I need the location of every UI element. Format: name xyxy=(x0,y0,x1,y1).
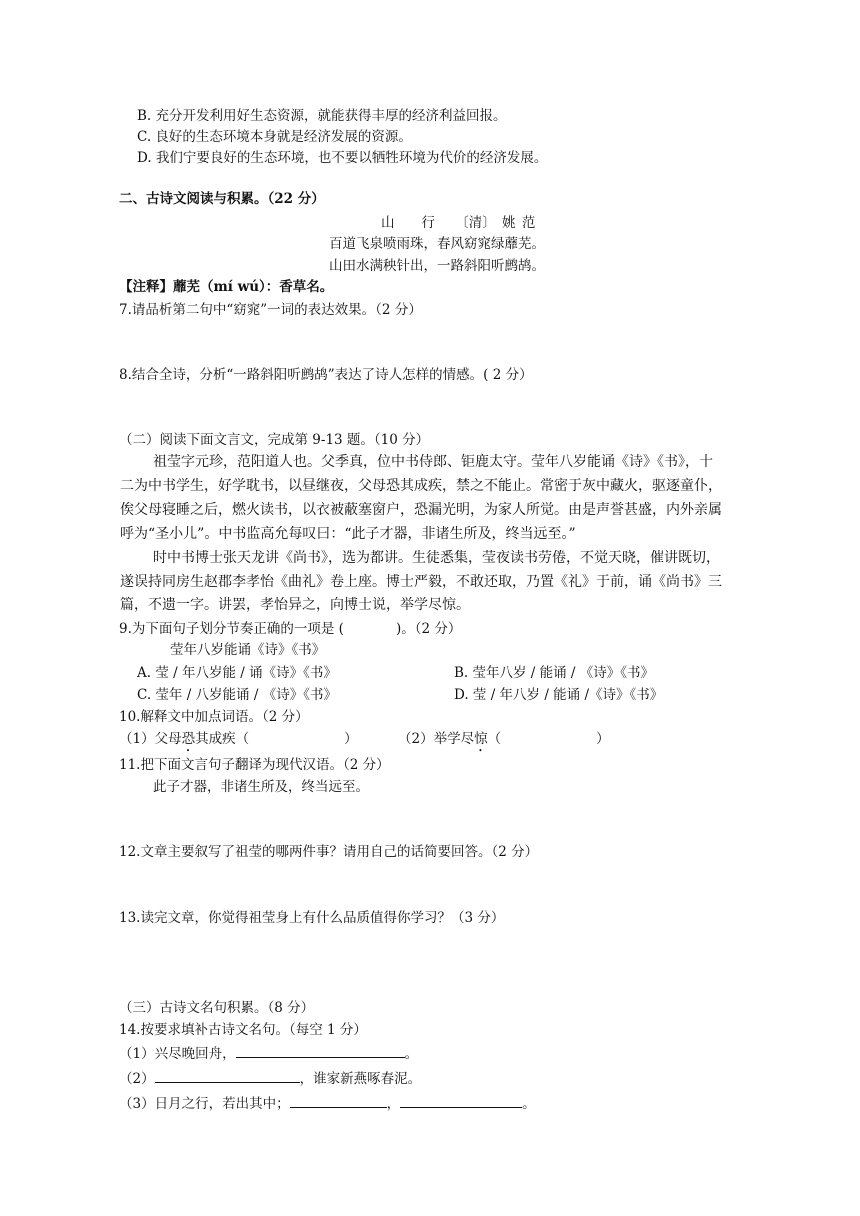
passage-line: 时中书博士张天龙讲《尚书》，选为都讲。生徒悉集，莹夜读书劳倦，不觉天晓，催讲既切， xyxy=(153,550,720,566)
item-text: ） xyxy=(344,731,358,747)
question-12: 12.文章主要叙写了祖莹的哪两件事？请用自己的话简要回答。（2 分） xyxy=(119,844,539,860)
question-10: 10.解释文中加点词语。（2 分） xyxy=(119,709,309,725)
fill-blank[interactable] xyxy=(155,1068,300,1083)
item-text: （3）日月之行，若出其中； xyxy=(119,1096,290,1112)
question-9-option-a: A. 莹 / 年八岁能 / 诵《诗》《书》 xyxy=(137,665,337,681)
option-d: D. 我们宁要良好的生态环境，也不要以牺牲环境为代价的经济发展。 xyxy=(137,150,548,166)
poem-title: 山 行 〔清〕 姚 范 xyxy=(381,215,536,231)
poem-line-1: 百道飞泉喷雨珠，春风窈窕绿蘼芜。 xyxy=(329,236,545,252)
passage-line: 呼为“圣小儿”。中书监高允每叹曰：“此子才器，非诸生所及，终当远至。” xyxy=(120,526,576,542)
item-text: 。 xyxy=(522,1096,536,1112)
question-10-item-1 xyxy=(119,729,358,755)
passage-line: 祖莹字元珍，范阳道人也。父季真，位中书侍郎、钜鹿太守。莹年八岁能诵《诗》《书》，十 xyxy=(153,454,713,470)
question-14-item-1 xyxy=(119,1043,418,1064)
fill-blank[interactable] xyxy=(236,1043,405,1058)
question-7: 7.请品析第二句中“窈窕”一词的表达效果。（2 分） xyxy=(119,302,422,318)
item-text: 其成疾（ xyxy=(195,731,250,747)
poem-note: 【注释】蘼芜（mí wú）：香草名。 xyxy=(119,279,334,295)
option-b: B. 充分开发利用好生态资源，就能获得丰厚的经济利益回报。 xyxy=(137,108,507,124)
question-9-stem: 9.为下面句子划分节奏正确的一项是 ( xyxy=(119,621,344,637)
question-11: 11.把下面文言句子翻译为现代汉语。（2 分） xyxy=(119,757,390,773)
part2-heading: （二）阅读下面文言文，完成第 9-13 题。（10 分） xyxy=(119,432,430,448)
question-8: 8.结合全诗，分析“一路斜阳听鹧鸪”表达了诗人怎样的情感。( 2 分） xyxy=(119,367,533,383)
option-c: C. 良好的生态环境本身就是经济发展的资源。 xyxy=(137,129,412,145)
item-text: （2） xyxy=(119,1071,155,1087)
question-14: 14.按要求填补古诗文名句。（每空 1 分） xyxy=(119,1022,367,1038)
item-text: ， xyxy=(386,1096,401,1112)
question-11-sentence: 此子才器，非诸生所及，终当远至。 xyxy=(153,779,369,795)
question-9-option-d: D. 莹 / 年八岁 / 能诵 /《诗》《书》 xyxy=(454,687,664,703)
passage-line: 二为中书学生，好学耽书，以昼继夜，父母恐其成疾，禁之不能止。常密于灰中藏火，驱逐童仆， xyxy=(120,478,722,494)
fill-blank[interactable] xyxy=(290,1093,387,1108)
passage-line: 遂误持同房生赵郡李孝怡《曲礼》卷上座。博士严毅，不敢还取，乃置《礼》于前，诵《尚书》三 xyxy=(120,574,722,590)
item-text: （ xyxy=(487,731,502,747)
question-13: 13.读完文章，你觉得祖莹身上有什么品质值得你学习？（3 分） xyxy=(119,910,505,926)
item-text: （1）兴尽晚回舟， xyxy=(119,1046,236,1062)
question-10-item-2 xyxy=(398,729,610,755)
item-text: 。 xyxy=(404,1046,419,1062)
section-heading: 二、古诗文阅读与积累。（22 分） xyxy=(119,191,325,207)
item-text: ） xyxy=(596,731,610,747)
poem-line-2: 山田水满秧针出，一路斜阳听鹧鸪。 xyxy=(329,258,545,274)
question-14-item-3 xyxy=(119,1093,536,1114)
question-14-item-2 xyxy=(119,1068,421,1089)
part3-heading: （三）古诗文名句积累。（8 分） xyxy=(119,1000,315,1016)
dotted-word: 惊 xyxy=(474,731,488,747)
passage-line: 俟父母寝睡之后，燃火读书，以衣被蔽塞窗户，恐漏光明，为家人所觉。由是声誉甚盛，内外亲属 xyxy=(120,502,722,518)
item-text: ，谁家新燕啄春泥。 xyxy=(299,1071,422,1087)
question-9-option-b: B. 莹年八岁 / 能诵 / 《诗》《书》 xyxy=(454,665,655,681)
dotted-word: 恐 xyxy=(181,731,196,747)
item-text: （2）举学尽 xyxy=(398,731,475,747)
passage-line: 篇，不遗一字。讲罢，孝怡异之，向博士说，举学尽惊。 xyxy=(120,597,470,613)
question-9-sentence: 莹年八岁能诵《诗》《书》 xyxy=(170,642,326,658)
fill-blank[interactable] xyxy=(400,1093,522,1108)
question-9 xyxy=(119,619,461,639)
question-9-option-c: C. 莹年 / 八岁能诵 / 《诗》《书》 xyxy=(137,687,337,703)
question-9-score: )。（2 分） xyxy=(395,621,462,637)
item-text: （1）父母 xyxy=(119,731,182,747)
